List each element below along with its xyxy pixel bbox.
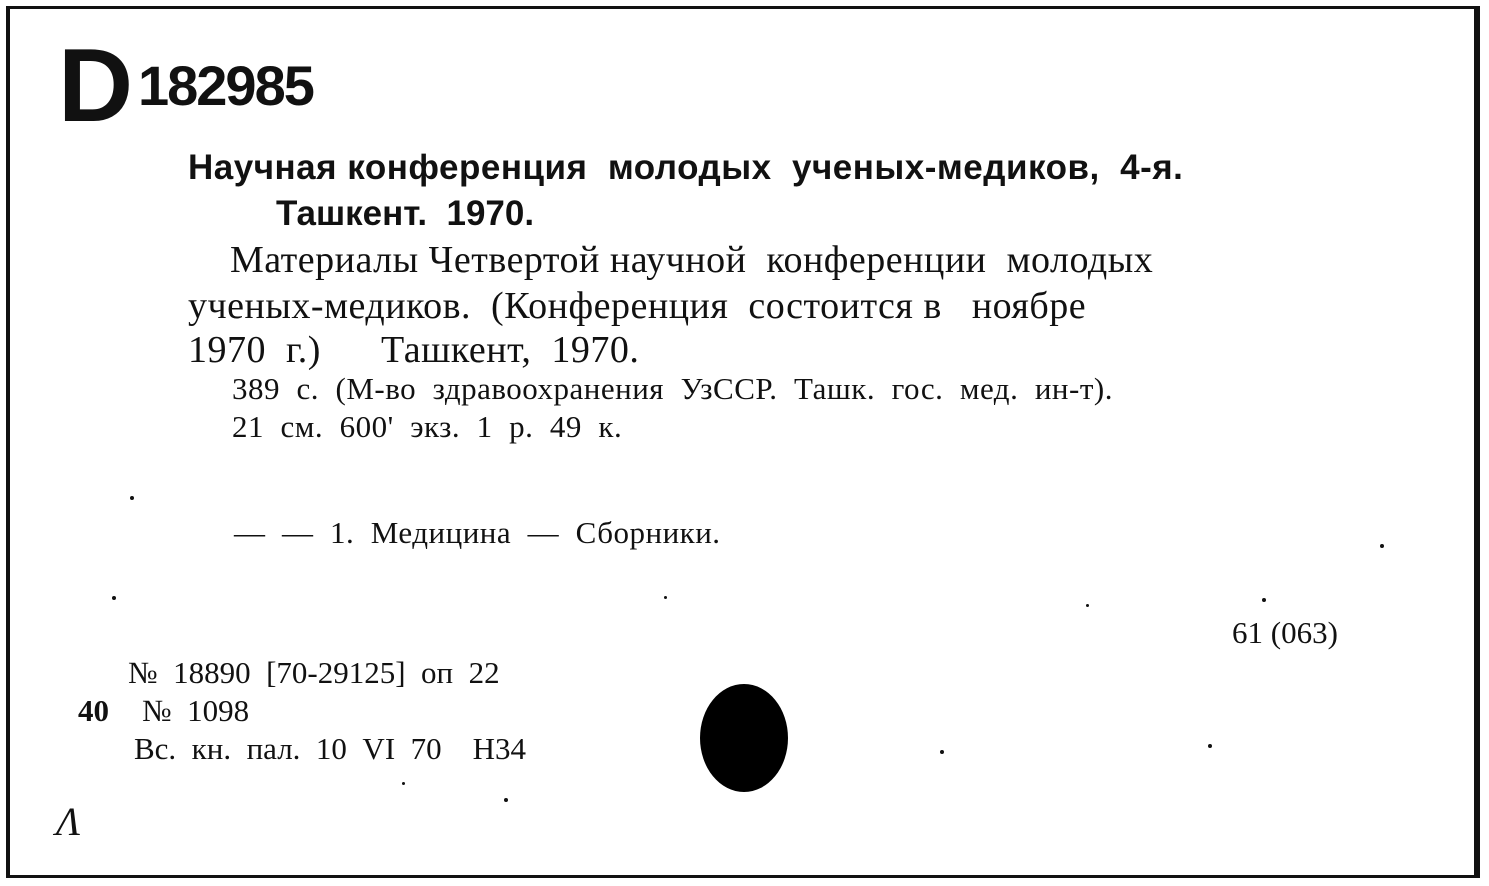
speck bbox=[1086, 604, 1089, 607]
catalog-id-number: 182985 bbox=[138, 54, 313, 117]
speck bbox=[1208, 744, 1212, 748]
speck bbox=[940, 750, 944, 754]
speck bbox=[112, 596, 116, 600]
description-line3: 1970 г.) Ташкент, 1970. bbox=[188, 329, 640, 371]
physical-description-line2: 21 см. 600' экз. 1 р. 49 к. bbox=[232, 409, 623, 444]
speck bbox=[1262, 598, 1266, 602]
description-line2: ученых-медиков. (Конференция состоится в ноябре bbox=[188, 285, 1087, 327]
registry-line2-prefix: 40 bbox=[78, 693, 109, 728]
catalog-id-letter: D bbox=[58, 28, 132, 144]
speck bbox=[1380, 544, 1384, 548]
record-heading-line2: Ташкент. 1970. bbox=[276, 194, 535, 233]
ink-blot bbox=[700, 684, 788, 792]
registry-line3: Вс. кн. пал. 10 VI 70 Н34 bbox=[134, 731, 527, 766]
physical-description-line1: 389 с. (М-во здравоохранения УзССР. Ташк. гос. мед. ин-т). bbox=[232, 371, 1113, 406]
speck bbox=[130, 496, 134, 500]
speck bbox=[402, 782, 405, 785]
registry-line2: № 1098 bbox=[142, 693, 250, 728]
record-heading-line1: Научная конференция молодых ученых-медиков, 4-я. bbox=[188, 148, 1184, 187]
subject-heading: — — 1. Медицина — Сборники. bbox=[234, 515, 721, 550]
speck bbox=[504, 798, 508, 802]
handwritten-mark: Λ bbox=[56, 799, 81, 844]
description-line1: Материалы Четвертой научной конференции молодых bbox=[230, 239, 1154, 281]
classification-code: 61 (063) bbox=[1232, 615, 1338, 650]
registry-line1: № 18890 [70-29125] оп 22 bbox=[128, 655, 500, 690]
speck bbox=[664, 596, 667, 599]
